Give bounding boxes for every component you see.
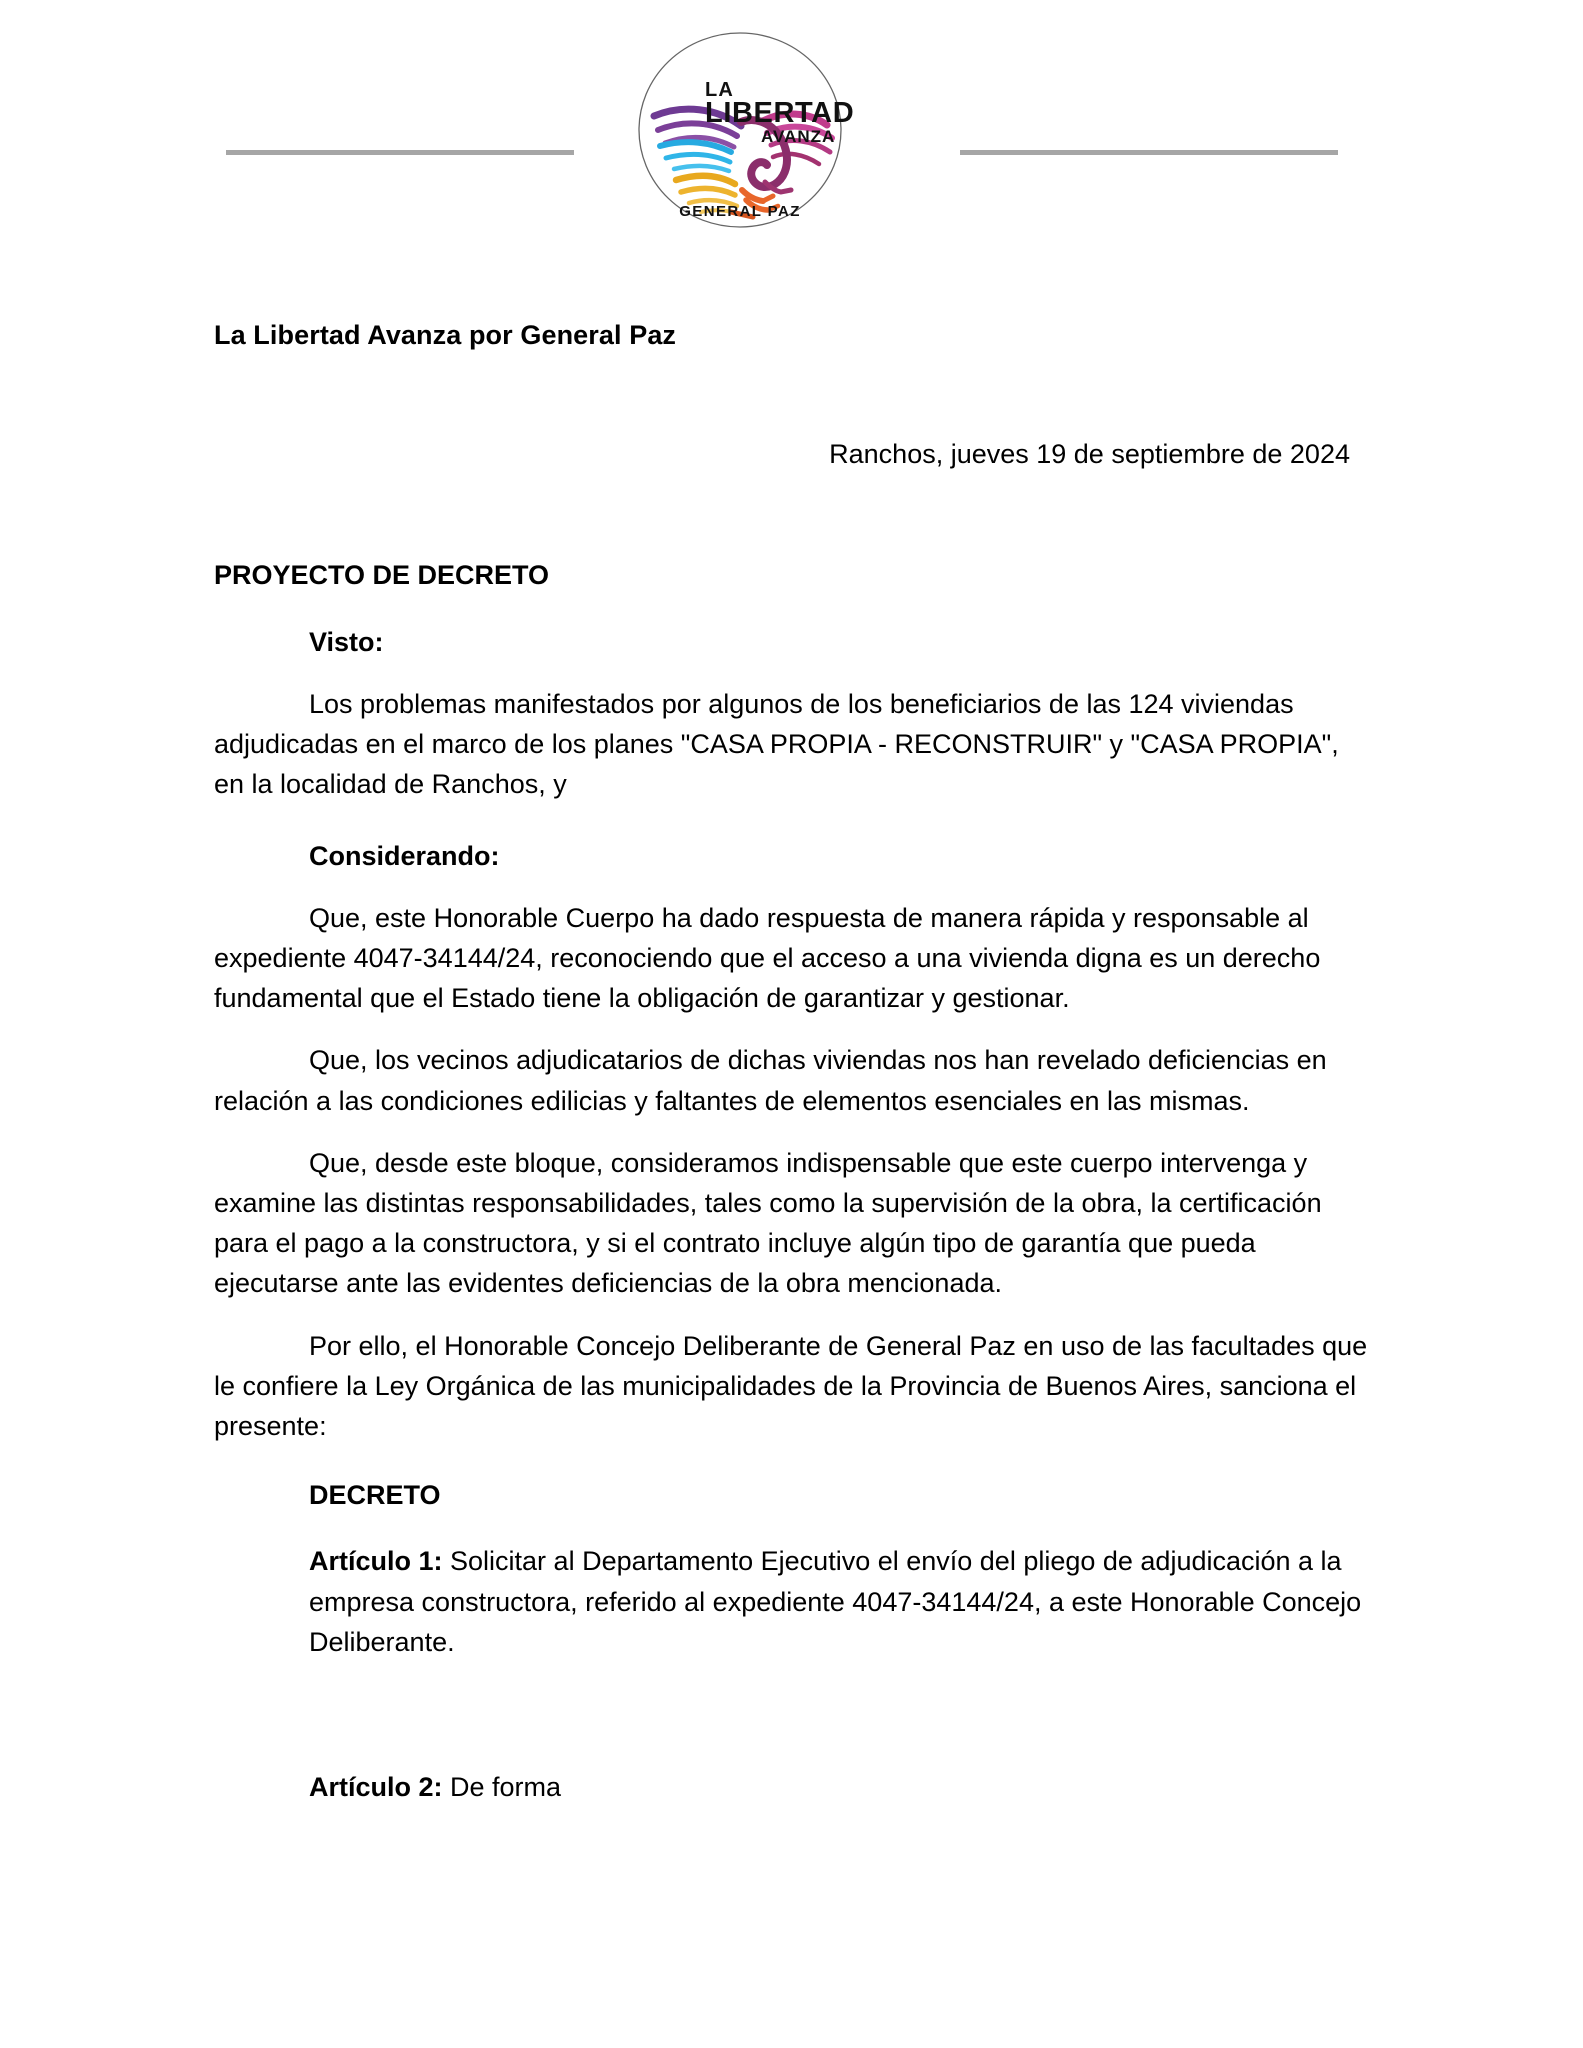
considerando-paragraph-4: Por ello, el Honorable Concejo Deliberante de General Paz en uso de las facultades que le confiere la Ley Orgánica de las municipalidades de la Provincia de Buenos Aires, sanciona el presente: [214,1330,1368,1442]
organization-name: La Libertad Avanza por General Paz [214,320,677,350]
logo-text-libertad: LIBERTAD [705,97,855,129]
considerando-paragraph-1: Que, este Honorable Cuerpo ha dado respuesta de manera rápida y responsable al expediente 4047-34144/24, reconociendo que el acceso a una vivienda digna es un derecho fundamental que el Estado tiene la obligación de garantizar y gestionar. [214,902,1321,1014]
visto-heading: Visto: [309,627,384,657]
article-1-text: Solicitar al Departamento Ejecutivo el envío del pliego de adjudicación a la empresa constructora, referido al expediente 4047-34144/24, a este Honorable Concejo Deliberante. [309,1546,1362,1657]
la-libertad-avanza-logo-icon [613,30,868,230]
logo-text-la: LA [705,79,735,101]
decreto-heading: DECRETO [309,1480,441,1511]
header-rule-left [226,150,574,155]
considerando-paragraph-3: Que, desde este bloque, consideramos indispensable que este cuerpo intervenga y examine las distintas responsabilidades, tales como la supervisión de la obra, la certificación para el pago a la constructora, y si el contrato incluye algún tipo de garantía que pueda ejecutarse ante las evidentes deficiencias de la obra mencionada. [214,1147,1322,1299]
header-rule-right [960,150,1338,155]
considerando-paragraph-2: Que, los vecinos adjudicatarios de dichas viviendas nos han revelado deficiencias en relación a las condiciones edilicias y faltantes de elementos esenciales en las mismas. [214,1045,1327,1116]
logo-text-avanza: AVANZA [761,127,836,146]
article-2-label: Artículo 2: [309,1771,443,1802]
considerando-heading: Considerando: [309,840,500,871]
article-2 [214,1767,1369,1807]
document-title: PROYECTO DE DECRETO [214,560,550,590]
article-1 [214,1541,1369,1662]
logo-text-general-paz: GENERAL PAZ [679,203,801,220]
article-1-label: Artículo 1: [309,1546,443,1577]
letterhead [0,0,1583,235]
visto-paragraph: Los problemas manifestados por algunos de los beneficiarios de las 124 viviendas adjudicadas en el marco de los planes "CASA PROPIA - RECONSTRUIR" y "CASA PROPIA", en la localidad de Ranchos, y [214,689,1339,800]
party-logo [613,30,868,230]
date-line: Ranchos, jueves 19 de septiembre de 2024 [829,439,1350,469]
document-body [0,320,1583,1807]
article-2-text: De forma [442,1771,562,1802]
